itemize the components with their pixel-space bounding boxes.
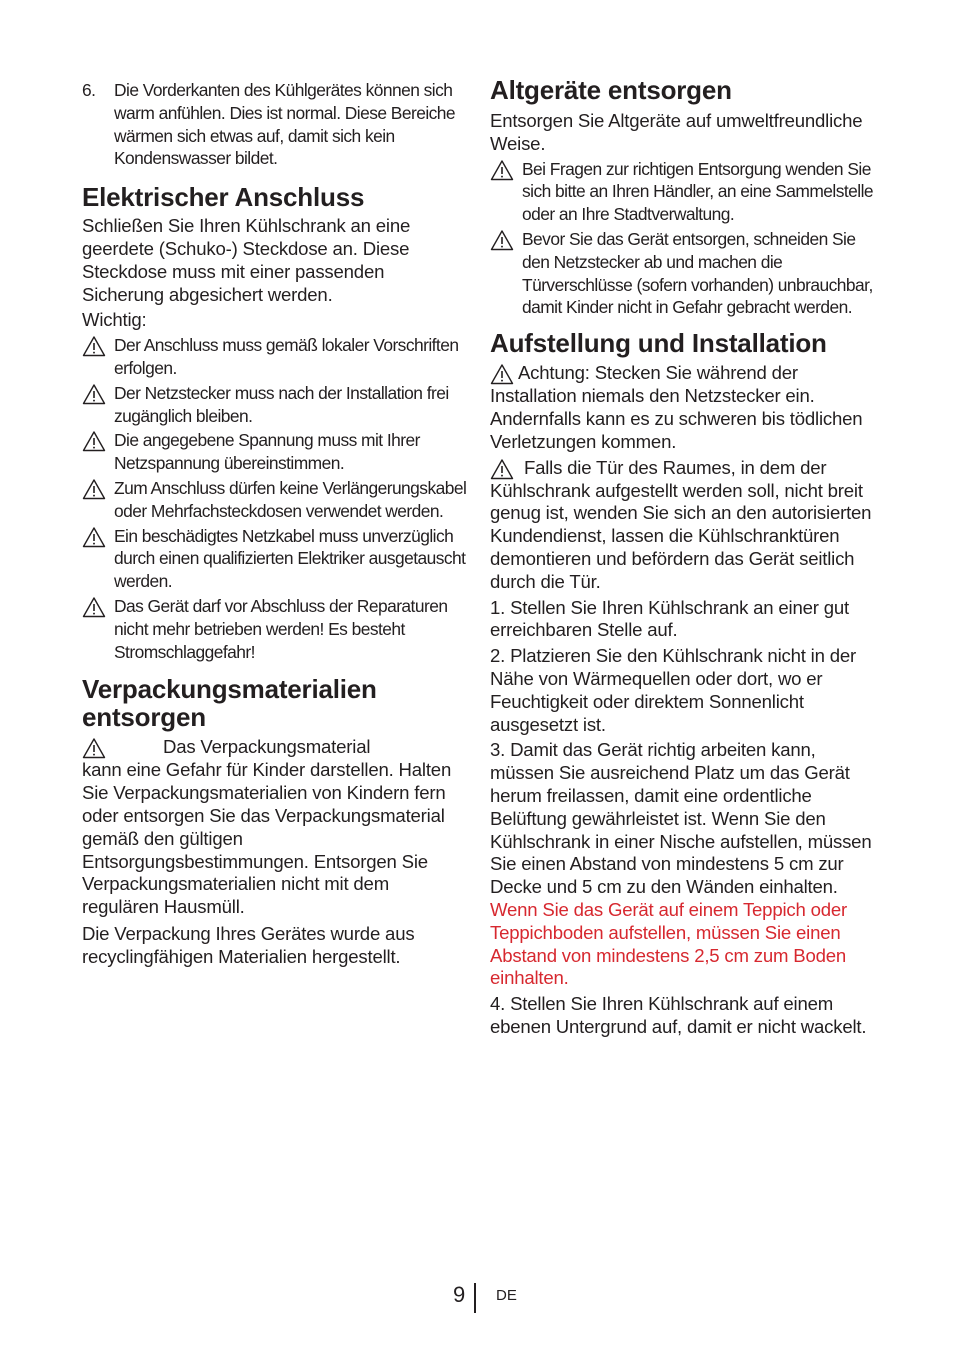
- warning-text: Die angegebene Spannung muss mit Ihrer Netzspannung übereinstimmen.: [114, 430, 420, 474]
- left-column: [82, 76, 470, 969]
- warning-item: [82, 595, 470, 663]
- warning-text: Das Gerät darf vor Abschluss der Reparaturen nicht mehr betrieben werden! Es besteht Stromschlaggefahr!: [114, 595, 448, 662]
- paragraph-step-3: [490, 739, 874, 990]
- warning-text: Bevor Sie das Gerät entsorgen, schneiden Sie den Netzstecker ab und machen die Türverschlüsse (sofern vorhanden) unbrauchbar, damit Kinder nicht in Gefahr gebracht werden.: [522, 228, 873, 318]
- step-3-red-text: Wenn Sie das Gerät auf einem Teppich oder Teppichboden aufstellen, müssen Sie einen Abstand von mindestens 2,5 cm zum Boden einhalten.: [490, 898, 848, 989]
- warning-text: Bei Fragen zur richtigen Entsorgung wenden Sie sich bitte an Ihren Händler, an eine Sammelstelle oder an Ihre Stadtverwaltung.: [522, 158, 874, 225]
- tuer-text: Falls die Tür des Raumes, in dem der Kühlschrank aufgestellt werden soll, nicht breit genug ist, wenden Sie sich an den autorisierten Kundendienst, lassen die Kühlschranktüren demontieren und befördern das Gerät seitlich durch die Tür.: [490, 456, 872, 592]
- section-title-elektrischer-anschluss: Elektrischer Anschluss: [82, 182, 365, 213]
- list-item-text: Die Vorderkanten des Kühlgerätes können sich warm anfühlen. Dies ist normal. Diese Bereiche wärmen sich etwas auf, damit sich kein Kondenswasser bildet.: [114, 80, 456, 169]
- language-code: DE: [496, 1287, 517, 1304]
- achtung-text: Achtung: Stecken Sie während der Installation niemals den Netzstecker ein. Andernfalls kann es zu schweren bis tödlichen Verletzungen kommen.: [490, 362, 863, 452]
- page-number: 9: [453, 1282, 466, 1307]
- warning-item: [82, 477, 470, 523]
- warning-text: Zum Anschluss dürfen keine Verlängerungskabel oder Mehrfachsteckdosen verwendet werden.: [114, 477, 467, 521]
- footer-divider: [474, 1283, 476, 1313]
- warning-list: [82, 334, 470, 663]
- warning-triangle-icon: [82, 334, 114, 380]
- section-title-aufstellung: Aufstellung und Installation: [490, 328, 827, 359]
- warning-triangle-icon: [490, 363, 514, 385]
- page-footer: [0, 1283, 954, 1313]
- paragraph-achtung: [490, 362, 874, 453]
- warning-triangle-icon: [82, 737, 106, 759]
- warning-triangle-icon: [82, 477, 114, 523]
- warning-triangle-icon: [490, 228, 522, 319]
- warning-text: Der Netzstecker muss nach der Installation frei zugänglich bleiben.: [114, 382, 449, 426]
- paragraph-step-1: 1. Stellen Sie Ihren Kühlschrank an einer gut erreichbaren Stelle auf.: [490, 596, 849, 641]
- warning-item: [82, 382, 470, 428]
- list-number: 6.: [82, 80, 96, 100]
- paragraph-verpackung: [82, 736, 470, 919]
- warning-item: [82, 429, 470, 475]
- altgeraete-warning-list: [490, 158, 874, 320]
- paragraph-step-2: 2. Platzieren Sie den Kühlschrank nicht in der Nähe von Wärmequellen oder dort, wo er Feuchtigkeit oder direktem Sonnenlicht ausgesetzt ist.: [490, 645, 856, 735]
- paragraph-step-4: 4. Stellen Sie Ihren Kühlschrank auf einem ebenen Untergrund auf, damit er nicht wackelt.: [490, 993, 867, 1037]
- paragraph-elektrisch-intro: Schließen Sie Ihren Kühlschrank an eine geerdete (Schuko-) Steckdose an. Diese Steckdose muss mit einer passenden Sicherung abgesichert werden.: [82, 215, 411, 305]
- verpackung-warn-text: Das Verpackungsmaterial: [163, 736, 371, 758]
- warning-item: [490, 158, 874, 226]
- warning-triangle-icon: [82, 595, 114, 663]
- section-title-altgeraete: Altgeräte entsorgen: [490, 75, 732, 105]
- section-title-verpackung: Verpackungsmaterialien entsorgen: [82, 674, 377, 733]
- paragraph-tuer: [490, 457, 874, 594]
- warning-triangle-icon: [82, 525, 114, 593]
- warning-triangle-icon: [490, 158, 522, 226]
- list-item-6: [82, 79, 470, 170]
- step-3-text: 3. Damit das Gerät richtig arbeiten kann, müssen Sie ausreichend Platz um das Gerät herum freilassen, damit eine ordentliche Belüftung gewährleistet ist. Wenn Sie den Kühlschrank in einer Nische aufstellen, müssen Sie einen Abstand von mindestens 5 cm zur Decke und 5 cm zu den Wänden einhalten.: [490, 739, 872, 898]
- warning-triangle-icon: [490, 458, 514, 480]
- warning-item: [82, 525, 470, 593]
- verpackung-body-text: kann eine Gefahr für Kinder darstellen. Halten Sie Verpackungsmaterialien von Kindern fern oder entsorgen Sie das Verpackungsmaterial gemäß den gültigen Entsorgungsbestimmungen. Entsorgen Sie Verpackungsmaterialien nicht mit dem regulären Hausmüll.: [82, 759, 452, 918]
- warning-text: Ein beschädigtes Netzkabel muss unverzüglich durch einen qualifizierten Elektriker ausgetauscht werden.: [114, 525, 466, 592]
- right-column: [490, 76, 874, 1039]
- paragraph-verpackung-recycling: Die Verpackung Ihres Gerätes wurde aus recyclingfähigen Materialien hergestellt.: [82, 922, 415, 967]
- warning-item: [490, 228, 874, 319]
- warning-triangle-icon: [82, 382, 114, 428]
- warning-text: Der Anschluss muss gemäß lokaler Vorschriften erfolgen.: [114, 335, 459, 378]
- paragraph-altgeraete-intro: Entsorgen Sie Altgeräte auf umweltfreundliche Weise.: [490, 110, 863, 154]
- warning-triangle-icon: [82, 429, 114, 475]
- warning-item: [82, 334, 470, 380]
- label-wichtig: Wichtig:: [82, 309, 147, 331]
